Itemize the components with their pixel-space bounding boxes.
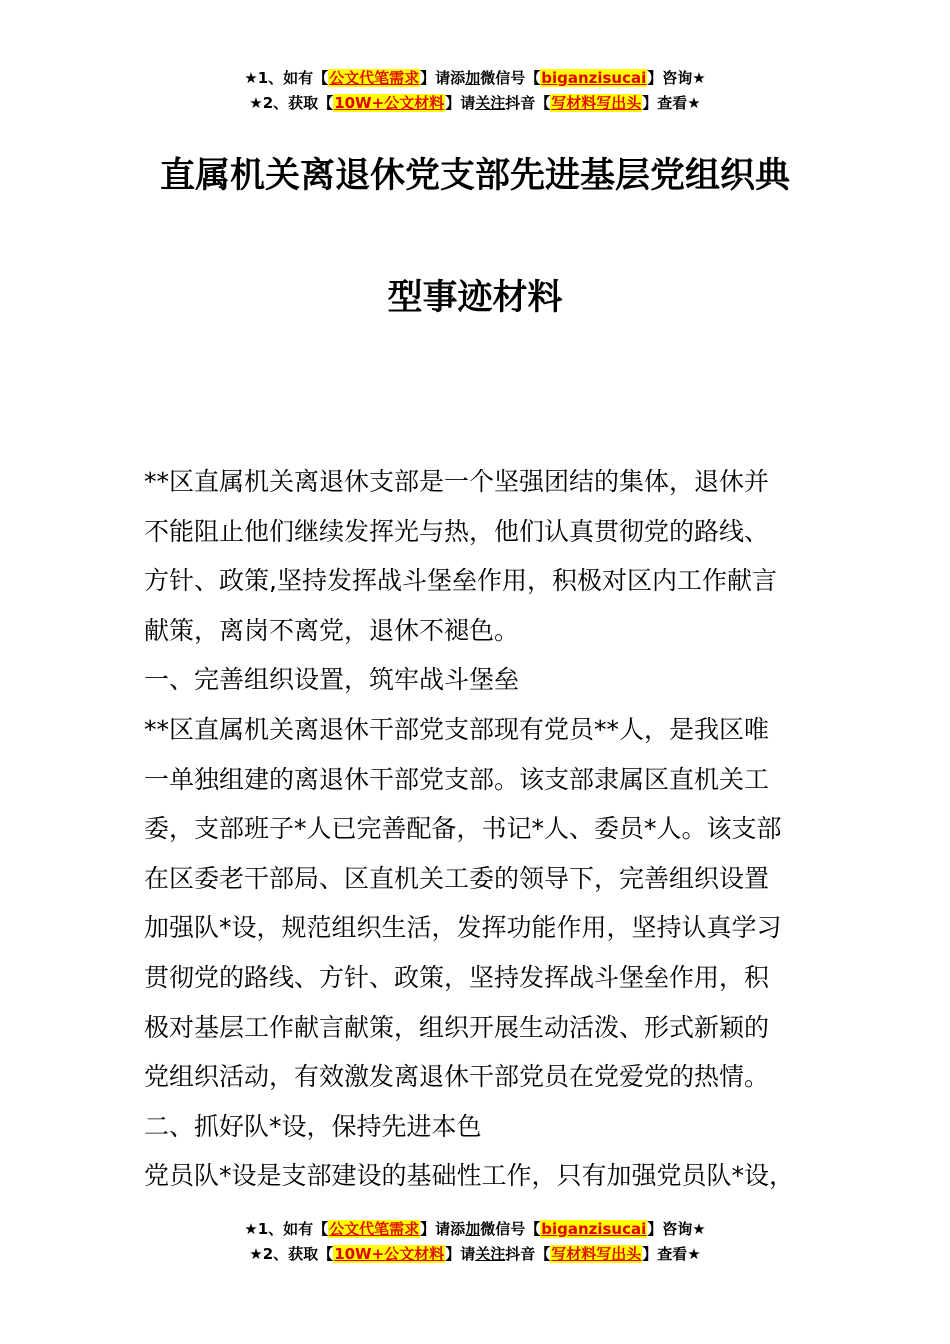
banner-wechat-id: biganzisucai — [541, 69, 647, 87]
banner-douyin-id: 写材料写出头 — [551, 94, 642, 112]
body-line: 委，支部班子*人已完善配备，书记*人、委员*人。该支部 — [144, 814, 782, 844]
footer-banner — [0, 1217, 950, 1267]
banner-text: 抖音【 — [505, 1245, 551, 1263]
banner-line-2 — [0, 1242, 950, 1267]
document-title-line-2: 型事迹材料 — [387, 278, 563, 318]
body-line: **区直属机关离退休干部党支部现有党员**人，是我区唯 — [144, 714, 770, 744]
banner-underlined: 关注 — [475, 94, 506, 112]
body-line: 方针、政策,坚持发挥战斗堡垒作用，积极对区内工作献言 — [144, 566, 777, 596]
banner-highlight: 10W+公文材料 — [334, 1245, 445, 1263]
document-body — [144, 457, 814, 1201]
banner-douyin-id: 写材料写出头 — [551, 1245, 642, 1263]
banner-text: 】请添 — [420, 1220, 466, 1238]
body-line: **区直属机关离退休支部是一个坚强团结的集体，退休并 — [144, 467, 770, 496]
banner-text: ★1、如有【 — [244, 69, 329, 87]
banner-line-1 — [0, 66, 950, 91]
body-line: 贯彻党的路线、方针、政策，坚持发挥战斗堡垒作用，积 — [144, 962, 770, 992]
banner-text: 抖音【 — [505, 94, 551, 112]
banner-text: 微信号【 — [480, 69, 541, 87]
banner-line-1 — [0, 1217, 950, 1242]
banner-text: ★2、获取【 — [249, 1245, 334, 1263]
body-line: 在区委老干部局、区直机关工委的领导下，完善组织设置 — [144, 863, 770, 893]
banner-text: 】咨询★ — [647, 69, 706, 87]
body-line: 献策，离岗不离党，退休不褪色。 — [144, 615, 520, 645]
banner-text: 】请 — [445, 94, 476, 112]
banner-text: 】查看★ — [642, 1245, 701, 1263]
banner-line-2 — [0, 91, 950, 116]
document-title-line-1: 直属机关离退休党支部先进基层党组织典 — [159, 156, 790, 196]
body-line: 党员队*设是支部建设的基础性工作，只有加强党员队*设， — [144, 1161, 795, 1191]
header-banner — [0, 66, 950, 116]
section-heading: 二、抓好队*设，保持先进本色 — [144, 1111, 482, 1141]
banner-text: 】查看★ — [642, 94, 701, 112]
body-line: 加强队*设，规范组织生活，发挥功能作用，坚持认真学习 — [144, 913, 782, 943]
banner-highlight: 公文代笔需求 — [329, 69, 420, 87]
banner-highlight: 10W+公文材料 — [334, 94, 445, 112]
body-line: 极对基层工作献言献策，组织开展生动活泼、形式新颖的 — [144, 1012, 770, 1042]
banner-wechat-id: biganzisucai — [541, 1220, 647, 1238]
banner-underlined: 关注 — [475, 1245, 506, 1263]
banner-underlined: 加 — [465, 69, 481, 87]
body-line: 一单独组建的离退休干部党支部。该支部隶属区直机关工 — [144, 764, 770, 794]
banner-text: ★1、如有【 — [244, 1220, 329, 1238]
banner-highlight: 公文代笔需求 — [329, 1220, 420, 1238]
body-line: 党组织活动，有效激发离退休干部党员在党爱党的热情。 — [144, 1062, 770, 1092]
banner-text: ★2、获取【 — [249, 94, 334, 112]
banner-text: 微信号【 — [480, 1220, 541, 1238]
section-heading: 一、完善组织设置，筑牢战斗堡垒 — [144, 665, 520, 695]
body-line: 不能阻止他们继续发挥光与热，他们认真贯彻党的路线、 — [144, 516, 770, 546]
banner-underlined: 加 — [465, 1220, 481, 1238]
banner-text: 】请 — [445, 1245, 476, 1263]
banner-text: 】咨询★ — [647, 1220, 706, 1238]
banner-text: 】请添 — [420, 69, 466, 87]
